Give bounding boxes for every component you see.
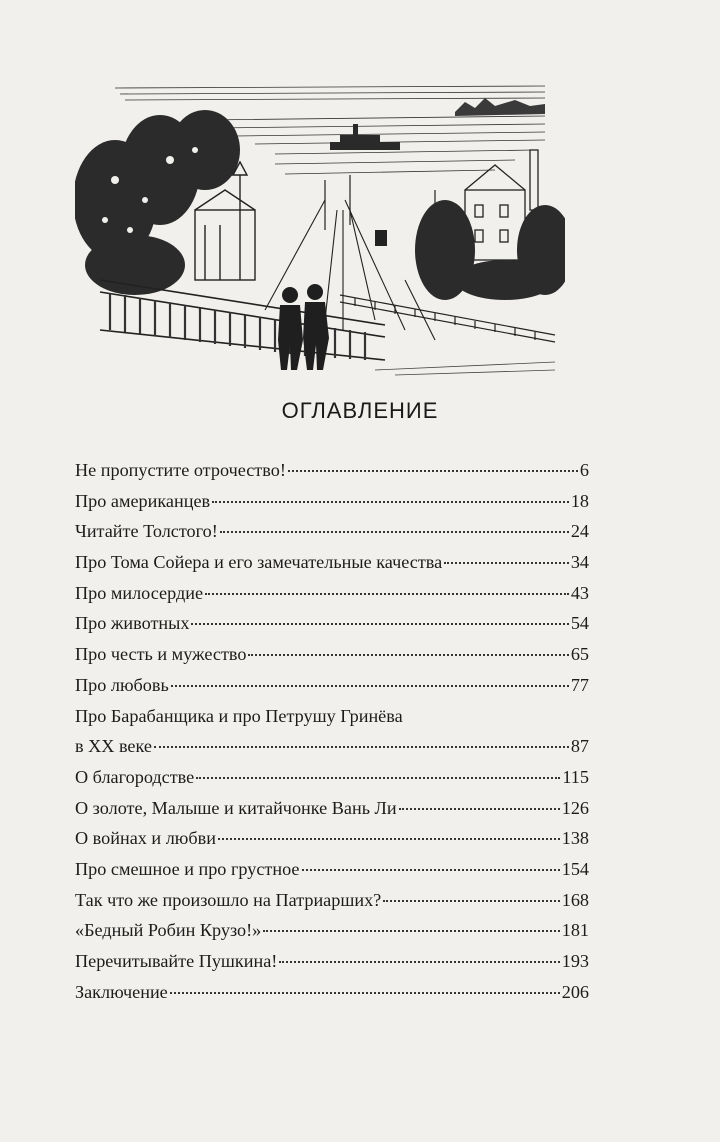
toc-leader-dots xyxy=(171,685,569,687)
toc-entry-page: 126 xyxy=(561,797,589,818)
toc-entry-title: Так что же произошло на Патриарших? xyxy=(75,889,382,910)
toc-entry xyxy=(75,521,589,552)
toc-entry-page: 154 xyxy=(561,858,589,879)
toc-entry xyxy=(75,859,589,890)
toc-entry-page: 54 xyxy=(570,613,589,634)
toc-entry-title: Про животных xyxy=(75,613,190,634)
toc-entry xyxy=(75,491,589,522)
embankment-illustration xyxy=(75,80,565,380)
toc-entry-page: 77 xyxy=(570,674,589,695)
toc-leader-dots xyxy=(212,501,569,503)
toc-entry xyxy=(75,982,589,1013)
toc-entry-page: 193 xyxy=(561,951,589,971)
toc-leader-dots xyxy=(248,654,568,656)
toc-entry xyxy=(75,828,589,859)
toc-entry xyxy=(75,583,589,614)
toc-entry-page: 65 xyxy=(570,644,589,665)
toc-leader-dots xyxy=(444,562,569,564)
toc-entry-title: Заключение xyxy=(75,981,168,1002)
toc-entry-title: Про честь и мужество xyxy=(75,644,247,665)
toc-entry xyxy=(75,951,589,982)
toc-entry-page: 24 xyxy=(570,521,589,542)
toc-leader-dots xyxy=(288,470,578,472)
toc-leader-dots xyxy=(154,746,569,748)
toc-leader-dots xyxy=(399,808,560,810)
toc-leader-dots xyxy=(218,838,560,840)
toc-entry xyxy=(75,644,589,675)
toc-entry-page: 34 xyxy=(570,552,589,573)
toc-leader-dots xyxy=(263,930,559,932)
toc-leader-dots xyxy=(220,531,569,533)
toc-entry xyxy=(75,736,589,767)
toc-entry xyxy=(75,890,589,921)
toc-leader-dots xyxy=(302,869,560,871)
toc-entry-title: Не пропустите отрочество! xyxy=(75,460,286,480)
toc-entry xyxy=(75,613,589,644)
toc-heading: ОГЛАВЛЕНИЕ xyxy=(281,398,439,423)
toc-entry xyxy=(75,767,589,798)
toc-entry-title: «Бедный Робин Крузо!» xyxy=(75,920,262,941)
toc-entry-page: 138 xyxy=(561,828,589,849)
toc-leader-dots xyxy=(205,593,569,595)
toc-entry-title: Про любовь xyxy=(75,674,169,695)
toc-entry-page: 168 xyxy=(561,889,589,910)
toc-entry-page: 206 xyxy=(561,981,589,1002)
toc-entry-page: 87 xyxy=(570,736,589,757)
toc-entry xyxy=(75,552,589,583)
toc-entry-title: О золоте, Малыше и китайчонке Вань Ли xyxy=(75,797,397,818)
toc-entry-page: 18 xyxy=(570,490,589,511)
toc-entry-title: Про Барабанщика и про Петрушу Гринёва xyxy=(75,705,403,726)
toc-entry xyxy=(75,675,589,706)
toc-leader-dots xyxy=(170,992,560,994)
toc-entry-title: Про смешное и про грустное xyxy=(75,858,300,879)
toc-entry-page: 181 xyxy=(561,920,589,941)
toc-entry-title: Про Тома Сойера и его замечательные качества xyxy=(75,552,443,573)
toc-entry xyxy=(75,798,589,829)
toc-entry-page: 6 xyxy=(579,460,589,480)
toc-entry-title: Про милосердие xyxy=(75,582,204,603)
toc-entry-title: О войнах и любви xyxy=(75,828,216,849)
table-of-contents xyxy=(75,460,589,1012)
toc-entry xyxy=(75,460,589,491)
toc-entry-page: 115 xyxy=(562,766,589,787)
toc-entry xyxy=(75,706,589,737)
toc-leader-dots xyxy=(279,961,559,963)
toc-entry xyxy=(75,920,589,951)
toc-leader-dots xyxy=(191,623,568,625)
toc-entry-title: О благородстве xyxy=(75,766,195,787)
toc-entry-title: Про американцев xyxy=(75,490,211,511)
toc-entry-title: Перечитывайте Пушкина! xyxy=(75,951,278,971)
toc-entry-title: Читайте Толстого! xyxy=(75,521,218,542)
toc-leader-dots xyxy=(196,777,560,779)
toc-leader-dots xyxy=(383,900,559,902)
toc-entry-title: в XX веке xyxy=(75,736,152,757)
toc-entry-page: 43 xyxy=(570,582,589,603)
